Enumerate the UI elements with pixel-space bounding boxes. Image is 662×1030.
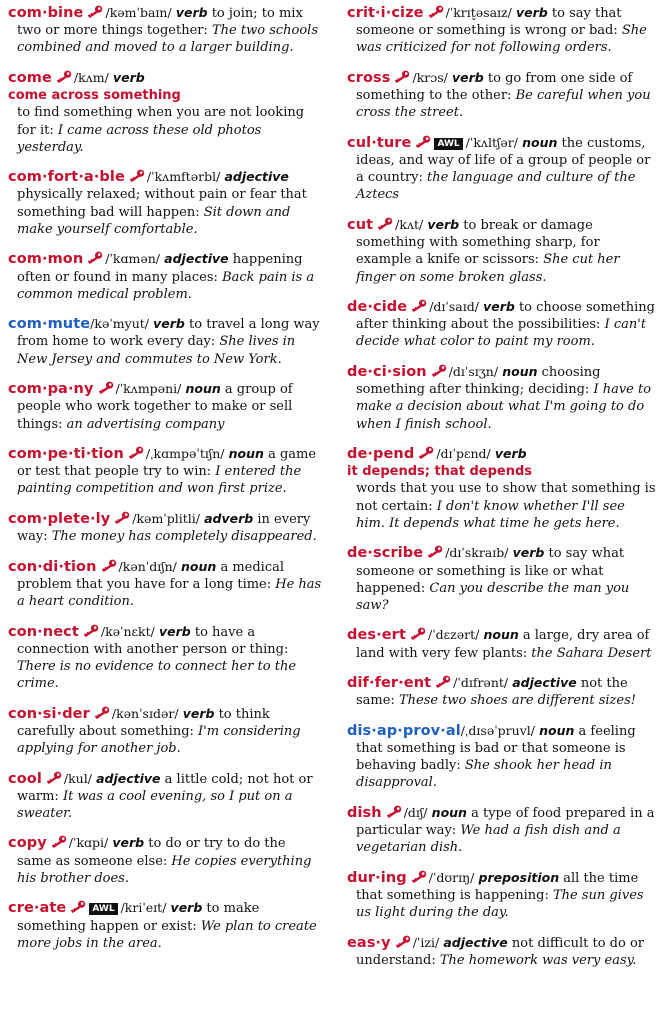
dictionary-entry-consider [8, 705, 324, 758]
part-of-speech: noun [185, 381, 221, 397]
dictionary-entry-describe [347, 544, 657, 614]
dictionary-entry-common [8, 250, 324, 303]
definition: a group of people who work together to make or sell things: [17, 382, 293, 432]
pronunciation: /ˈkrɪt̬əsaɪz/ [445, 5, 512, 20]
headword: dish [347, 804, 382, 821]
part-of-speech: verb [182, 705, 215, 721]
example-sentence: I came across these old photos yesterday. [17, 122, 262, 155]
definition: to have a connection with another person or thing: [17, 624, 289, 657]
part-of-speech: verb [427, 216, 460, 232]
key-icon [127, 446, 144, 460]
example-sentence: The two schools combined and moved to a larger building. [17, 23, 319, 56]
example-sentence: The homework was very easy. [439, 953, 637, 968]
headword: dis·ap·prov·al [347, 722, 461, 739]
definition: to do or try to do the same as someone else: [17, 836, 286, 869]
definition: to make something happen or exist: [17, 901, 260, 934]
headword: con·di·tion [8, 558, 97, 575]
example-sentence: an advertising company [66, 416, 225, 432]
pronunciation: /kəˈnɛkt/ [100, 623, 155, 639]
left-column [8, 4, 324, 964]
key-icon [434, 675, 451, 689]
phrase: it depends; that depends [347, 464, 532, 480]
example-sentence: She cut her finger on some broken glass. [356, 252, 620, 285]
pronunciation: /kənˈsɪdər/ [111, 705, 179, 721]
definition: all the time that something is happening: [356, 870, 639, 904]
part-of-speech: noun [431, 804, 467, 820]
dictionary-entry-disapproval [347, 722, 657, 792]
part-of-speech: verb [170, 900, 203, 916]
headword: cre·ate [8, 900, 67, 917]
example-sentence: Sit down and make yourself comfortable. [17, 204, 291, 237]
part-of-speech: adjective [96, 770, 161, 786]
example-sentence: I don't know whether I'll see him. It depends what time he gets here. [356, 498, 625, 531]
headword: con·si·der [8, 705, 90, 722]
part-of-speech: adjective [164, 251, 229, 267]
example-sentence: The money has completely disappeared. [51, 529, 317, 545]
part-of-speech: verb [175, 5, 208, 20]
pronunciation: /ˈizi/ [412, 934, 440, 950]
definition: to travel a long way from home to work every day: [17, 317, 320, 350]
example-sentence: the Sahara Desert [531, 645, 652, 661]
example-sentence: He copies everything his brother does. [17, 853, 312, 886]
key-icon [55, 70, 72, 84]
definition: to find something when you are not looking for it: [17, 105, 305, 138]
key-icon [50, 835, 67, 849]
dictionary-entry-competition [8, 445, 324, 498]
pronunciation: /dɪˈpɛnd/ [436, 446, 491, 462]
headword: crit·i·cize [347, 5, 424, 21]
pronunciation: /dɪˈskraɪb/ [445, 545, 509, 561]
dictionary-entry-combine [8, 4, 324, 57]
dictionary-entry-dish [347, 804, 657, 857]
headword: com·plete·ly [8, 510, 111, 527]
definition: to join; to mix two or more things together: [17, 6, 303, 39]
example-sentence: She lives in New Jersey and commutes to New York. [17, 334, 296, 367]
dictionary-entry-criticize [347, 4, 657, 57]
example-sentence: It was a cool evening, so I put on a sweater. [17, 788, 293, 821]
headword: dur·ing [347, 869, 407, 886]
headword: copy [8, 835, 47, 852]
dictionary-entry-comfortable [8, 168, 324, 238]
key-icon [414, 135, 431, 149]
definition: a large, dry area of land with very few plants: [356, 628, 650, 661]
key-icon [86, 5, 103, 19]
pronunciation: /kəˈmyut/ [90, 316, 149, 332]
definition: to say that someone or something is wrong or bad: [356, 6, 622, 39]
dictionary-entry-different [347, 674, 657, 709]
key-icon [409, 627, 426, 641]
part-of-speech: verb [483, 299, 515, 315]
key-icon [410, 299, 427, 313]
example-sentence: I'm considering applying for another job. [17, 723, 301, 757]
key-icon [100, 559, 117, 573]
part-of-speech: noun [522, 134, 558, 150]
example-sentence: These two shoes are different sizes! [398, 693, 636, 709]
dictionary-entry-completely [8, 510, 324, 545]
part-of-speech: preposition [478, 869, 560, 885]
part-of-speech: verb [112, 835, 145, 851]
dictionary-entry-culture [347, 134, 657, 204]
part-of-speech: verb [452, 69, 484, 85]
dictionary-entry-decision [347, 363, 657, 433]
dictionary-entry-decide [347, 298, 657, 351]
example-sentence: She shook her head in disapproval. [356, 758, 612, 791]
headword: eas·y [347, 934, 391, 951]
example-sentence: We plan to create more jobs in the area. [17, 918, 317, 951]
key-icon [97, 381, 114, 395]
dictionary-entry-cross [347, 69, 657, 122]
headword: des·ert [347, 627, 406, 644]
awl-badge: AWL [89, 903, 117, 915]
dictionary-entry-condition [8, 558, 324, 611]
definition: physically relaxed; without pain or fear that something bad will happen: [17, 187, 307, 220]
part-of-speech: adjective [443, 934, 508, 950]
key-icon [410, 870, 427, 884]
headword: com·pa·ny [8, 381, 94, 398]
pronunciation: /kul/ [63, 770, 92, 786]
pronunciation: /dɪʃ/ [403, 804, 428, 820]
dictionary-entry-cool [8, 770, 324, 823]
definition: not the same: [356, 676, 628, 709]
key-icon [128, 169, 145, 183]
part-of-speech: verb [516, 5, 548, 20]
headword: de·scribe [347, 545, 424, 562]
example-sentence: I have to make a decision about what I'm going to do when I finish school. [356, 382, 652, 432]
pronunciation: /kəmˈbaɪn/ [105, 5, 172, 20]
part-of-speech: noun [483, 627, 519, 643]
key-icon [430, 364, 447, 378]
part-of-speech: verb [112, 69, 145, 85]
headword: com·mute [8, 316, 91, 333]
dictionary-entry-desert [347, 626, 657, 661]
part-of-speech: verb [494, 446, 527, 462]
pronunciation: /ˈkʌmpəni/ [115, 381, 182, 397]
pronunciation: /ˌdɪsəˈpruvl/ [460, 722, 535, 738]
key-icon [385, 805, 402, 819]
definition: to break or damage something with something sharp, for example a knife or scissors: [356, 217, 600, 268]
part-of-speech: noun [181, 558, 217, 574]
dictionary-entry-during [347, 869, 657, 922]
key-icon [113, 511, 130, 525]
headword: com·mon [8, 251, 84, 268]
definition: a feeling that something is bad or that someone is behaving badly: [356, 723, 636, 774]
definition: to think carefully about something: [17, 706, 270, 739]
part-of-speech: verb [153, 316, 185, 332]
definition: to choose something after thinking about the possibilities: [356, 300, 655, 333]
part-of-speech: noun [539, 722, 575, 738]
dictionary-entry-come [8, 69, 324, 156]
example-sentence: Can you describe the man you saw? [356, 580, 630, 613]
definition: in every way: [17, 511, 311, 545]
headword: cool [8, 770, 42, 787]
dictionary-entry-create [8, 899, 324, 952]
example-sentence: Back pain is a common medical problem. [17, 269, 315, 302]
pronunciation: /ˈkɑpi/ [68, 835, 109, 851]
key-icon [86, 251, 103, 265]
part-of-speech: adjective [512, 675, 577, 691]
example-sentence: There is no evidence to connect her to the crime. [17, 658, 297, 692]
pronunciation: /ˈkɑmən/ [105, 251, 161, 267]
headword: dif·fer·ent [347, 675, 432, 692]
pronunciation: /ˈkʌmftərbl/ [146, 169, 221, 185]
definition: a little cold; not hot or warm: [17, 771, 313, 804]
example-sentence: the language and culture of the Aztecs [356, 170, 636, 203]
pronunciation: /dɪˈsɪʒn/ [448, 363, 499, 379]
headword: de·cide [347, 299, 408, 316]
key-icon [69, 900, 86, 914]
pronunciation: /ˈdɛzərt/ [427, 627, 480, 643]
example-sentence: I entered the painting competition and won first prize. [17, 464, 302, 497]
dictionary-entry-cut [347, 216, 657, 286]
key-icon [417, 446, 434, 460]
pronunciation: /ˌkɑmpəˈtɪʃn/ [145, 446, 225, 462]
pronunciation: /ˈkʌltʃər/ [465, 134, 518, 150]
definition: to say what someone or something is like or what happened: [356, 546, 625, 596]
right-column [347, 4, 657, 982]
example-sentence: She was criticized for not following orders. [356, 23, 647, 56]
dictionary-entry-depend [347, 445, 657, 532]
pronunciation: /kʌt/ [395, 216, 424, 232]
headword: com·fort·a·ble [8, 169, 125, 186]
example-sentence: He has a heart condition. [17, 576, 322, 610]
pronunciation: /ˈdɪfrənt/ [453, 675, 509, 691]
headword: cross [347, 69, 391, 86]
definition: a medical problem that you have for a long time: [17, 559, 285, 592]
dictionary-entry-commute [8, 315, 324, 368]
headword: com·bine [8, 5, 84, 21]
definition: happening often or found in many places: [17, 252, 303, 285]
dictionary-entry-easy [347, 934, 657, 969]
awl-badge: AWL [434, 138, 462, 150]
definition: not difficult to do or understand: [356, 935, 644, 968]
definition: words that you use to show that something is not certain: [356, 481, 656, 514]
headword: cut [347, 216, 374, 233]
part-of-speech: noun [228, 446, 264, 462]
part-of-speech: verb [512, 545, 545, 561]
key-icon [82, 624, 99, 638]
definition: choosing something after thinking; deciding: [356, 364, 601, 398]
key-icon [427, 5, 444, 19]
dictionary-entry-connect [8, 623, 324, 693]
pronunciation: /kriˈeɪt/ [120, 900, 167, 916]
headword: de·ci·sion [347, 363, 427, 380]
key-icon [93, 706, 110, 720]
example-sentence: The sun gives us light during the day. [356, 888, 644, 921]
key-icon [394, 935, 411, 949]
example-sentence: I can't decide what color to paint my room. [356, 317, 647, 350]
headword: com·pe·ti·tion [8, 446, 124, 463]
part-of-speech: noun [502, 363, 538, 379]
phrase: come across something [8, 88, 181, 104]
definition: a type of food prepared in a particular way: [356, 805, 655, 839]
pronunciation: /ˈdʊrɪŋ/ [428, 869, 475, 885]
pronunciation: /kʌm/ [73, 69, 109, 85]
key-icon [376, 217, 393, 231]
key-icon [393, 70, 410, 84]
pronunciation: /kəmˈplitli/ [132, 510, 200, 526]
key-icon [45, 771, 62, 785]
definition: the customs, ideas, and way of life of a group of people or a country: [356, 135, 651, 186]
headword: cul·ture [347, 134, 412, 151]
dictionary-entry-copy [8, 834, 324, 887]
headword: con·nect [8, 623, 79, 640]
dictionary-entry-company [8, 380, 324, 433]
pronunciation: /dɪˈsaɪd/ [429, 299, 479, 315]
part-of-speech: adjective [224, 169, 289, 185]
example-sentence: We had a fish dish and a vegetarian dish. [356, 823, 621, 856]
headword: de·pend [347, 446, 415, 463]
key-icon [426, 545, 443, 559]
part-of-speech: adverb [204, 510, 254, 526]
pronunciation: /kənˈdɪʃn/ [118, 558, 177, 574]
part-of-speech: verb [158, 623, 191, 639]
definition: to go from one side of something to the other: [356, 70, 633, 104]
headword: come [8, 69, 52, 86]
pronunciation: /krɔs/ [412, 69, 448, 85]
example-sentence: Be careful when you cross the street. [356, 88, 651, 121]
definition: a game or test that people try to win: [17, 447, 317, 480]
